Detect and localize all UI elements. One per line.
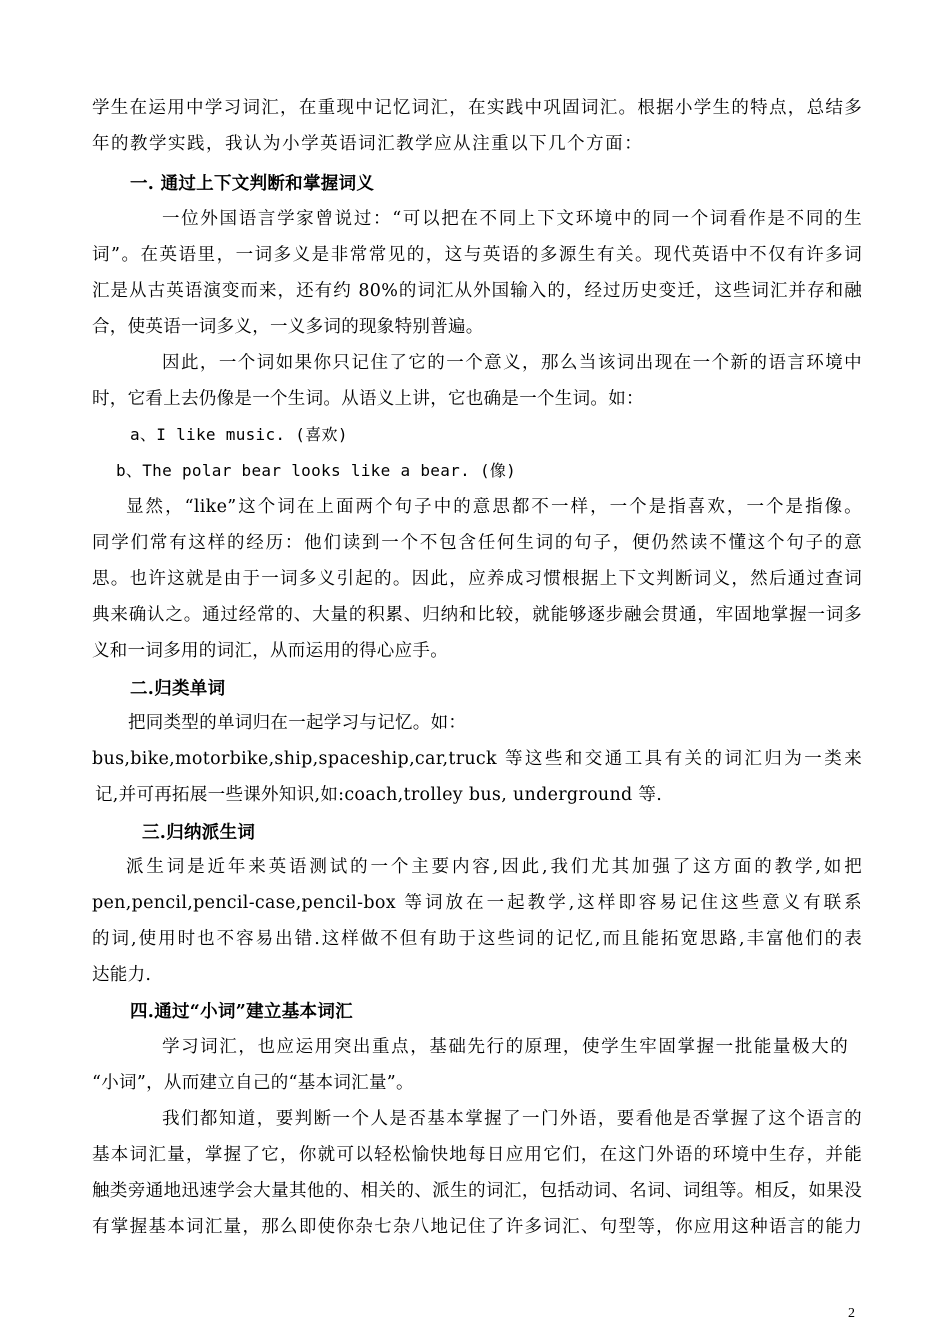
text-line: 年的教学实践，我认为小学英语词汇教学应从注重以下几个方面： <box>92 134 642 154</box>
text-line: 典来确认之。通过经常的、大量的积累、归纳和比较，就能够逐步融会贯通，牢固地掌握一词多 <box>92 605 862 625</box>
section-heading-3: 三.归纳派生词 <box>142 823 256 843</box>
section-heading-4: 四.通过“小词”建立基本词汇 <box>130 1002 353 1022</box>
text-line: 基本词汇量，掌握了它，你就可以轻松愉快地每日应用它们，在这门外语的环境中生存，并能 <box>92 1145 862 1165</box>
text-line: 触类旁通地迅速学会大量其他的、相关的、派生的词汇，包括动词、名词、词组等。相反，如果没 <box>92 1181 862 1201</box>
text-line: 的词,使用时也不容易出错.这样做不但有助于这些词的记忆,而且能拓宽思路,丰富他们的表 <box>92 929 862 949</box>
text-line: 汇是从古英语演变而来，还有约 80%的词汇从外国输入的，经过历史变迁，这些词汇并存和融 <box>92 281 862 301</box>
text-line: 同学们常有这样的经历：他们读到一个不包含任何生词的句子，便仍然读不懂这个句子的意 <box>92 533 862 553</box>
text-line: 有掌握基本词汇量，那么即使你杂七杂八地记住了许多词汇、句型等，你应用这种语言的能力 <box>92 1217 862 1237</box>
section-heading-1: 一. 通过上下文判断和掌握词义 <box>130 174 375 194</box>
text-line: “小词”，从而建立自己的“基本词汇量”。 <box>92 1073 414 1093</box>
text-line: bus,bike,motorbike,ship,spaceship,car,truck 等这些和交通工具有关的词汇归为一类来 <box>92 749 862 769</box>
text-line: 学习词汇，也应运用突出重点，基础先行的原理，使学生牢固掌握一批能量极大的 <box>162 1037 848 1057</box>
text-line: 因此，一个词如果你只记住了它的一个意义，那么当该词出现在一个新的语言环境中 <box>162 353 862 373</box>
text-line: 学生在运用中学习词汇，在重现中记忆词汇，在实践中巩固词汇。根据小学生的特点，总结多 <box>92 98 862 118</box>
text-line: 把同类型的单词归在一起学习与记忆。如： <box>128 713 467 733</box>
example-a: a、I like music. (喜欢) <box>130 425 348 444</box>
page-number: 2 <box>848 1306 855 1321</box>
text-line: 时，它看上去仍像是一个生词。从语义上讲，它也确是一个生词。如： <box>92 389 644 409</box>
text-line: 义和一词多用的词汇，从而运用的得心应手。 <box>92 641 448 661</box>
text-line: 记,并可再拓展一些课外知识,如:coach,trolley bus, underground 等. <box>95 785 663 805</box>
text-line: 词”。在英语里，一词多义是非常常见的，这与英语的多源生有关。现代英语中不仅有许多词 <box>92 245 862 265</box>
text-line: 我们都知道，要判断一个人是否基本掌握了一门外语，要看他是否掌握了这个语言的 <box>162 1109 862 1129</box>
text-line: pen,pencil,pencil-case,pencil-box 等词放在一起教学,这样即容易记住这些意义有联系 <box>92 893 862 913</box>
text-line: 派生词是近年来英语测试的一个主要内容,因此,我们尤其加强了这方面的教学,如把 <box>126 857 862 877</box>
example-b: b、The polar bear looks like a bear. (像) <box>116 461 517 480</box>
section-heading-2: 二.归类单词 <box>130 679 226 699</box>
text-line: 显然，“like”这个词在上面两个句子中的意思都不一样，一个是指喜欢，一个是指像。 <box>126 497 862 517</box>
text-line: 达能力. <box>92 965 152 985</box>
text-line: 思。也许这就是由于一词多义引起的。因此，应养成习惯根据上下文判断词义，然后通过查词 <box>92 569 862 589</box>
text-line: 合，使英语一词多义，一义多词的现象特别普遍。 <box>92 317 484 337</box>
text-line: 一位外国语言学家曾说过：“可以把在不同上下文环境中的同一个词看作是不同的生 <box>162 209 862 229</box>
